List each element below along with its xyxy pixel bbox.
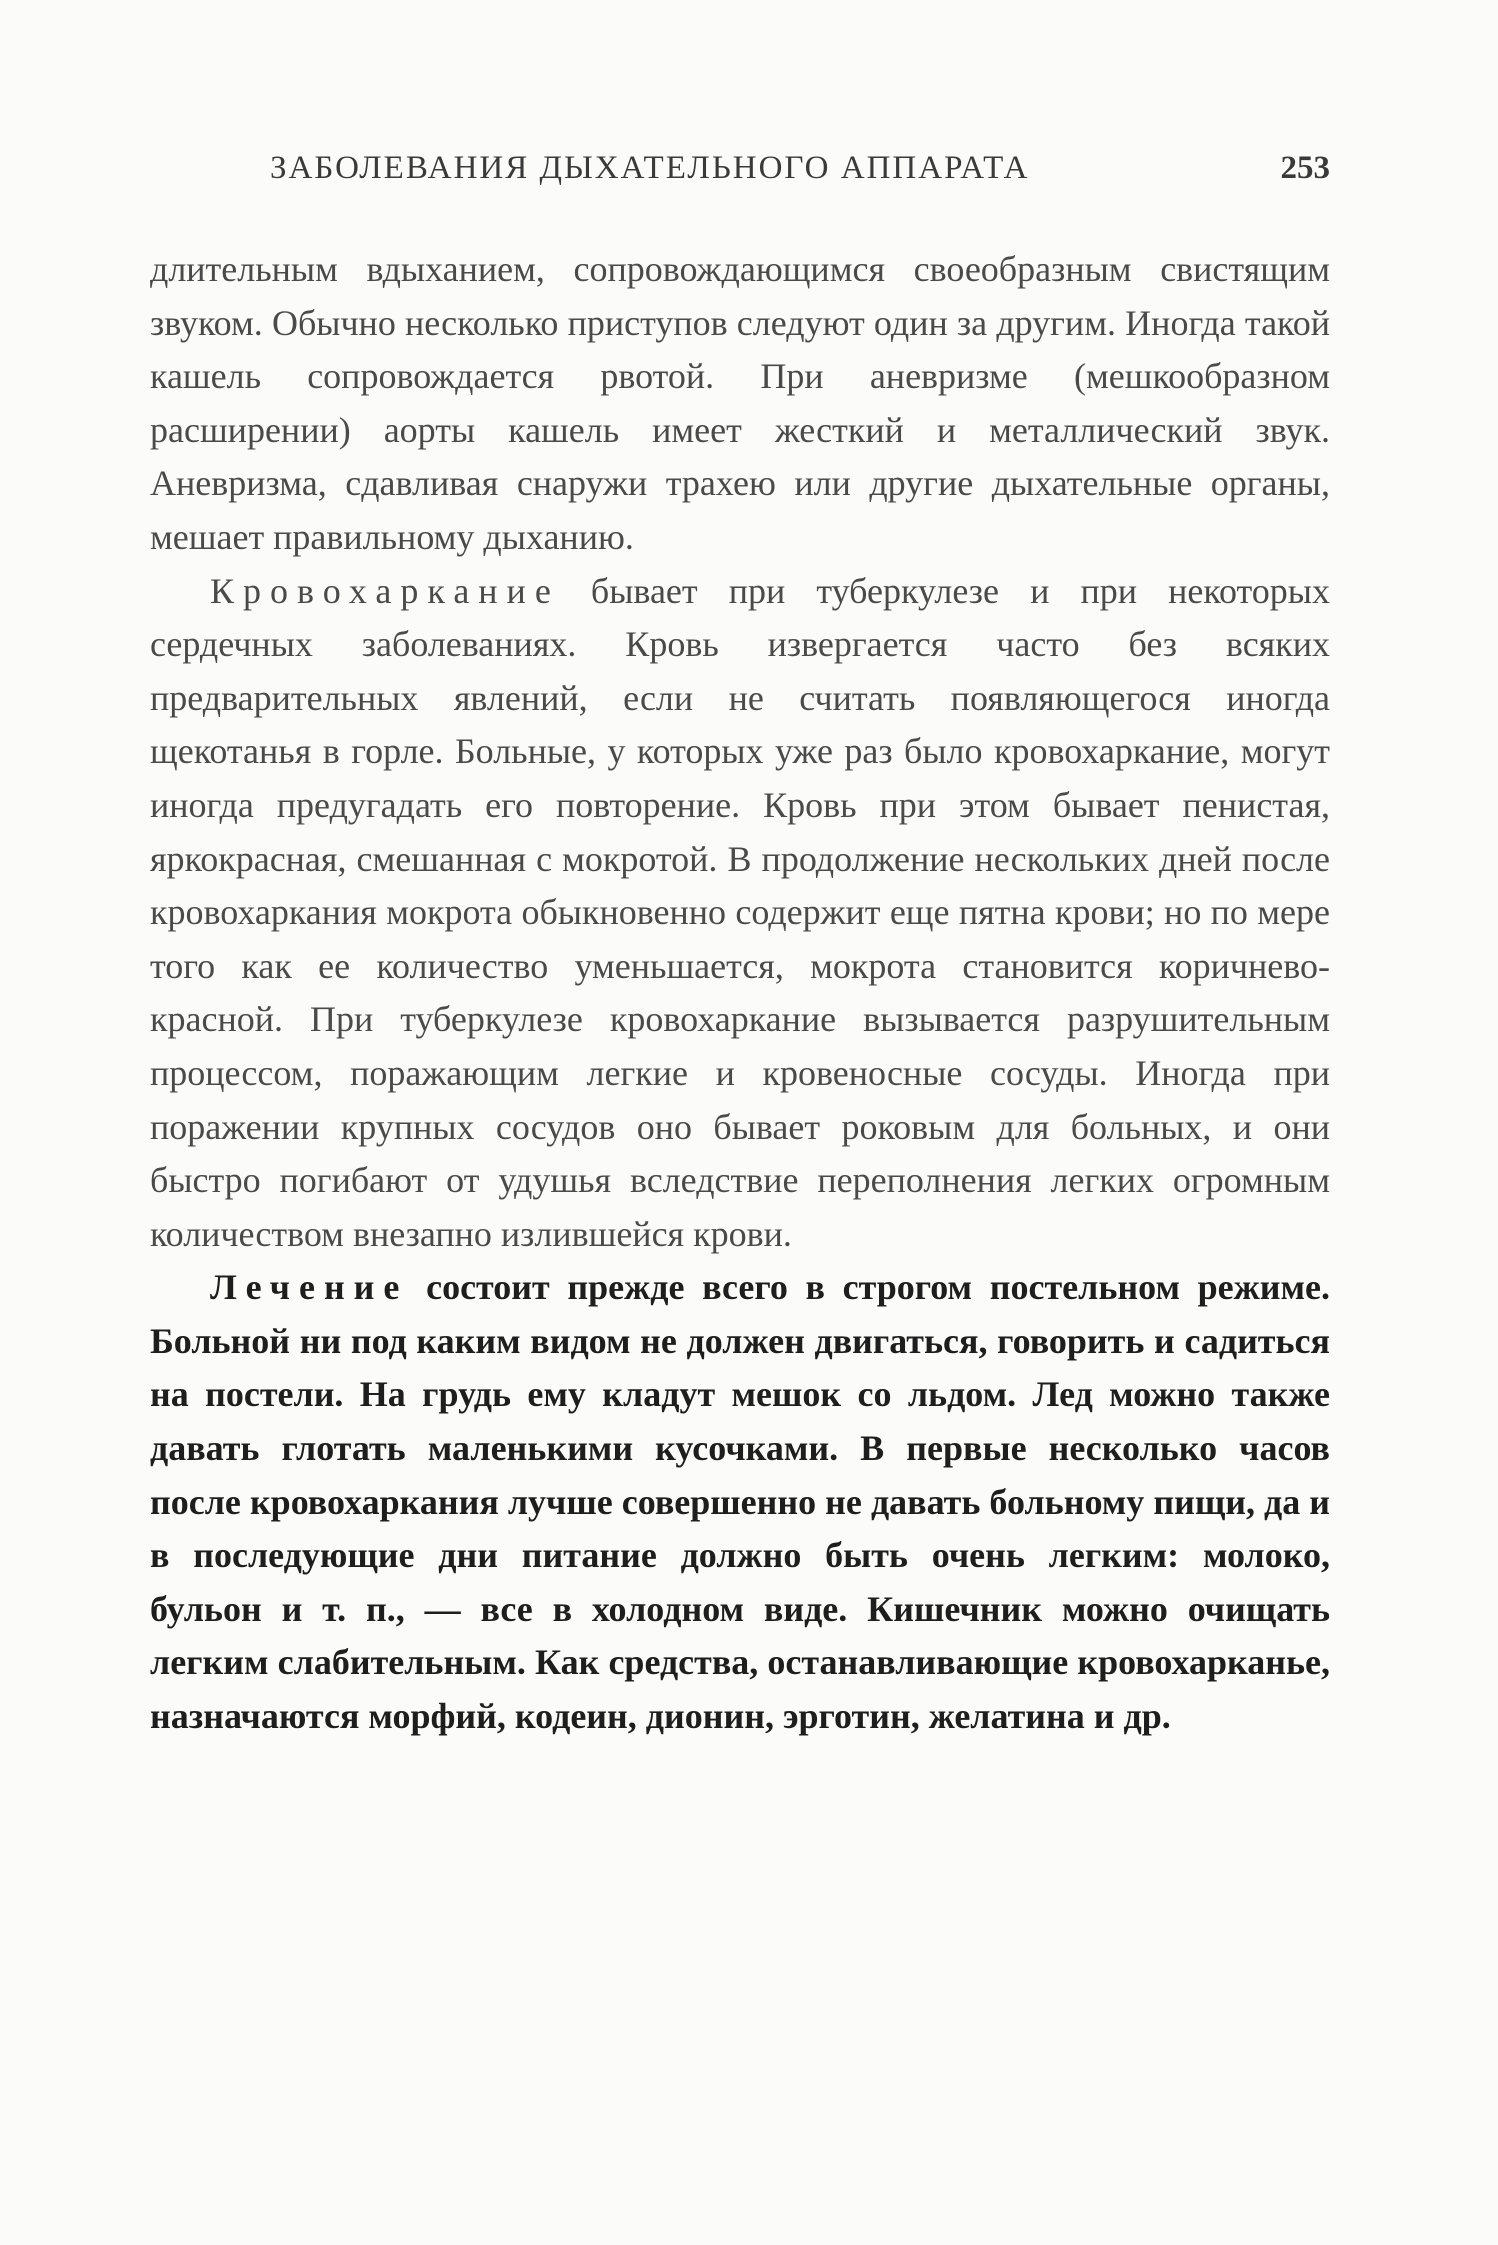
paragraph-treatment: [150, 1261, 1330, 1743]
paragraph-text: состоит прежде всего в строгом постельном режиме. Больной ни под каким видом не должен двигаться, говорить и садиться на постели. На грудь ему кладут мешок со льдом. Лед можно также давать глотать маленькими кусочками. В первые несколько часов после кровохаркания лучше совершенно не давать больному пищи, да и в последующие дни питание должно быть очень легким: молоко, бульон и т. п., — все в холодном виде. Кишечник можно очищать легким слабительным. Как средства, останавливающие кровохарканье, назначаются морфий, кодеин, дионин, эрготин, желатина и др.: [150, 1267, 1330, 1737]
paragraph-lead-term: Кровохаркание: [210, 570, 560, 611]
paragraph-continuation: [150, 243, 1330, 565]
paragraph-lead-term: Лечение: [210, 1267, 409, 1308]
paragraph-text: бывает при туберкулезе и при некоторых сердечных заболеваниях. Кровь извергается часто без всяких предварительных явлений, если не считать появляющегося иногда щекотанья в горле. Больные, у которых уже раз было кровохаркание, могут иногда предугадать его повторение. Кровь при этом бывает пенистая, яркокрасная, смешанная с мокротой. В продолжение нескольких дней после кровохаркания мокрота обыкновенно содержит еще пятна крови; но по мере того как ее количество уменьшается, мокрота становится коричнево-красной. При туберкулезе кровохаркание вызывается разрушительным процессом, поражающим легкие и кровеносные сосуды. Иногда при поражении крупных сосудов оно бывает роковым для больных, и они быстро погибают от удушья вследствие переполнения легких огромным количеством внезапно излившейся крови.: [150, 570, 1330, 1254]
page-header: [150, 150, 1330, 210]
running-title: ЗАБОЛЕВАНИЯ ДЫХАТЕЛЬНОГО АППАРАТА: [270, 150, 1030, 186]
body-text: [150, 243, 1330, 1744]
page-number: 253: [1280, 150, 1330, 186]
paragraph-hemoptysis: [150, 565, 1330, 1262]
paragraph-text: длительным вдыханием, сопровождающимся своеобразным свистящим звуком. Обычно несколько приступов следуют один за другим. Иногда такой кашель сопровождается рвотой. При аневризме (мешкообразном расширении) аорты кашель имеет жесткий и металлический звук. Аневризма, сдавливая снаружи трахею или другие дыхательные органы, мешает правильному дыханию.: [150, 249, 1330, 557]
